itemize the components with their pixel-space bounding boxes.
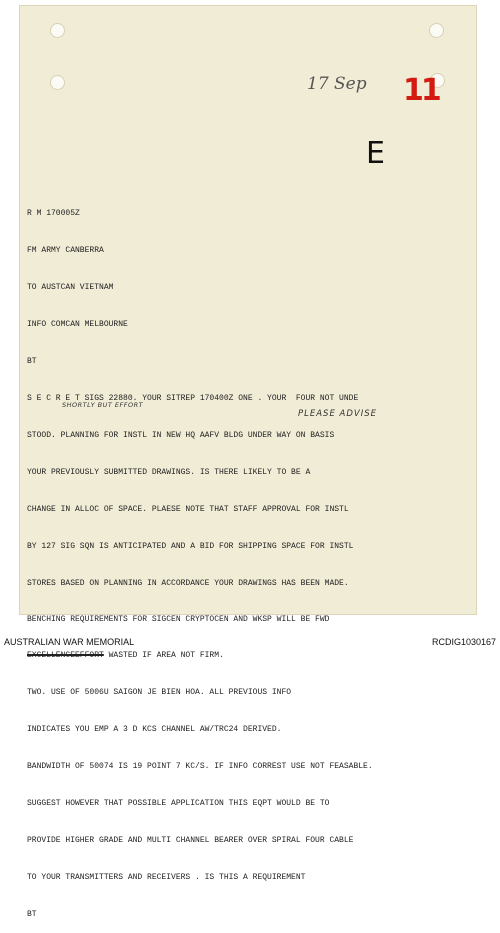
message-line: BT: [27, 357, 37, 366]
message-line: BT: [27, 910, 37, 919]
message-line: INFO COMCAN MELBOURNE: [27, 320, 128, 329]
handwritten-date: 17 Sep: [307, 74, 367, 94]
message-line: TO YOUR TRANSMITTERS AND RECEIVERS . IS THIS A REQUIREMENT: [27, 873, 306, 882]
message-line: TWO. USE OF 5006U SAIGON JE BIEN HOA. ALL PREVIOUS INFO: [27, 688, 292, 697]
message-line: FM ARMY CANBERRA: [27, 246, 104, 255]
message-line: TO AUSTCAN VIETNAM: [27, 283, 114, 292]
handwritten-annotation-above: SHORTLY BUT EFFORT: [62, 401, 144, 409]
message-line: CHANGE IN ALLOC OF SPACE. PLAESE NOTE THAT STAFF APPROVAL FOR INSTL: [27, 505, 349, 514]
message-line: YOUR PREVIOUSLY SUBMITTED DRAWINGS. IS THERE LIKELY TO BE A: [27, 468, 311, 477]
message-line: BANDWIDTH OF 50074 IS 19 POINT 7 KC/S. IF INFO CORREST USE NOT FEASABLE.: [27, 762, 373, 771]
message-line: BENCHING REQUIREMENTS FOR SIGCEN CRYPTOCEN AND WKSP WILL BE FWD: [27, 615, 330, 624]
message-line: R M 170005Z: [27, 209, 80, 218]
message-line: PROVIDE HIGHER GRADE AND MULTI CHANNEL BEARER OVER SPIRAL FOUR CABLE: [27, 836, 354, 845]
handwritten-annotation-right: PLEASE ADVISE: [298, 409, 377, 419]
message-line: INDICATES YOU EMP A 3 D KCS CHANNEL AW/TRC24 DERIVED.: [27, 725, 282, 734]
punch-hole: [50, 75, 65, 90]
message-line: STOOD. PLANNING FOR INSTL IN NEW HQ AAFV BLDG UNDER WAY ON BASIS: [27, 431, 335, 440]
footer-record-id: RCDIG1030167: [431, 637, 496, 647]
handwritten-number: 11: [403, 73, 439, 108]
punch-hole: [429, 23, 444, 38]
struck-text: EXCELLENCEEFFORT: [27, 651, 104, 660]
message-line: S E C R E T SIGS 22880. YOUR SITREP 170400Z ONE . YOUR FOUR NOT UNDE: [27, 394, 359, 403]
signal-message: [27, 186, 467, 933]
handwritten-letter: E: [366, 136, 385, 171]
punch-hole: [50, 23, 65, 38]
message-line: STORES BASED ON PLANNING IN ACCORDANCE YOUR DRAWINGS HAS BEEN MADE.: [27, 579, 349, 588]
message-line-corrected: [27, 646, 467, 665]
footer-archive-name: AUSTRALIAN WAR MEMORIAL: [4, 637, 135, 647]
message-line: BY 127 SIG SQN IS ANTICIPATED AND A BID FOR SHIPPING SPACE FOR INSTL: [27, 542, 354, 551]
message-line: SUGGEST HOWEVER THAT POSSIBLE APPLICATION THIS EQPT WOULD BE TO: [27, 799, 330, 808]
message-text: WASTED IF AREA NOT FIRM.: [103, 651, 224, 660]
